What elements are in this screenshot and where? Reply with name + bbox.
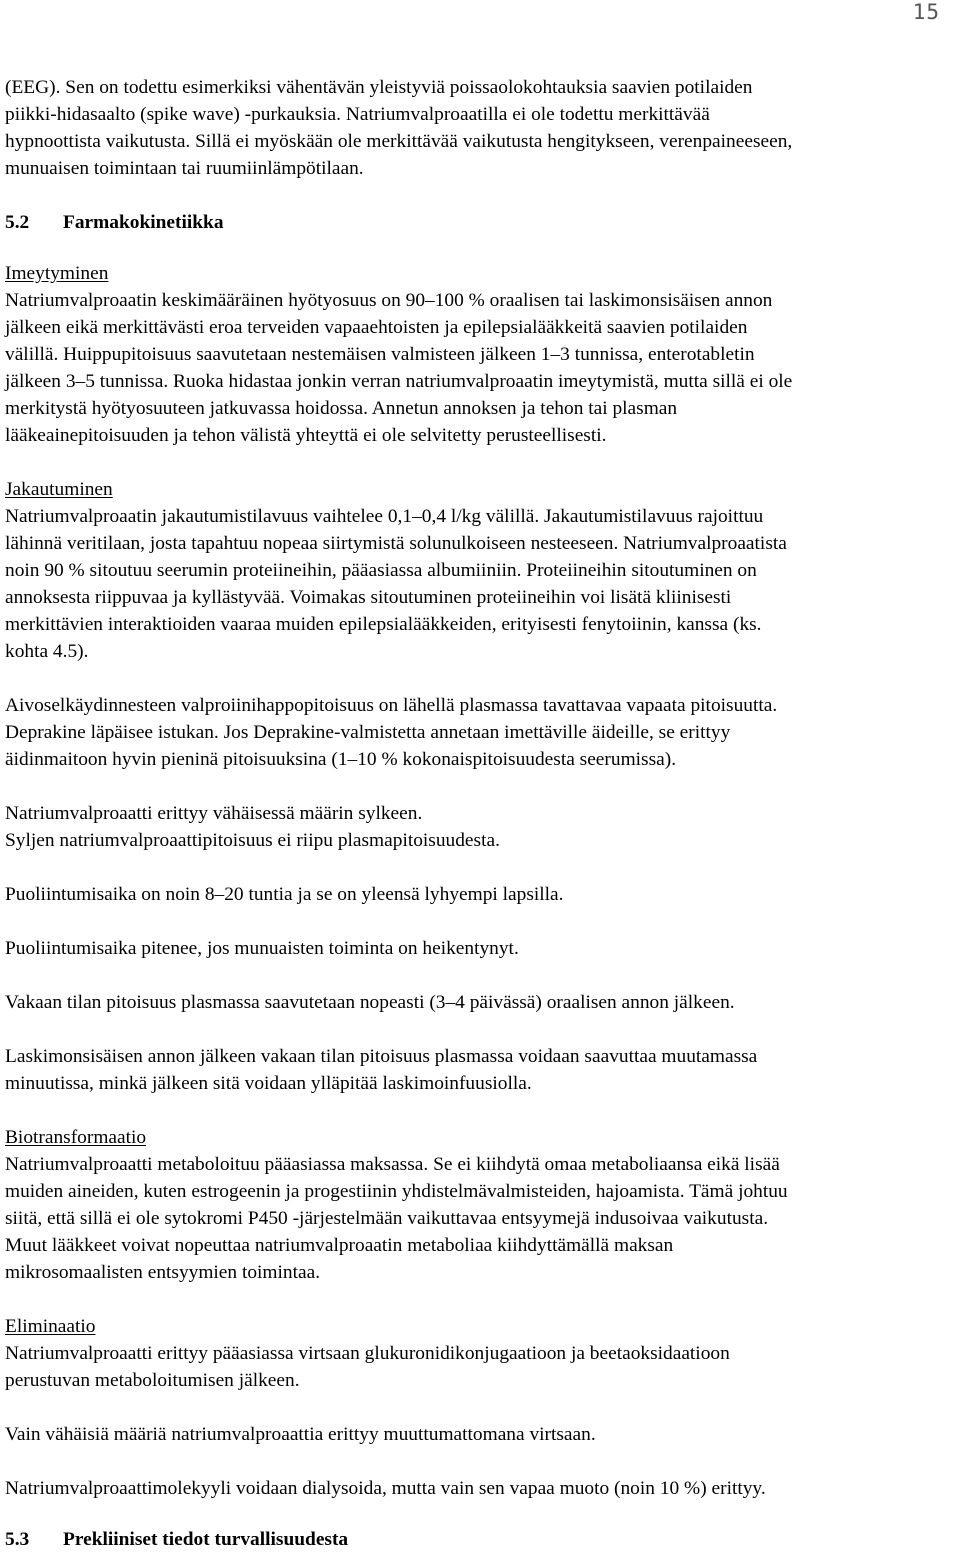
text-line: merkitystä hyötyosuuteen jatkuvassa hoidossa. Annetun annoksen ja tehon tai plasman <box>5 398 678 419</box>
text-line: Aivoselkäydinnesteen valproiinihappopitoisuus on lähellä plasmassa tavattavaa vapaata pitoisuutta. <box>5 695 778 716</box>
text-line: Natriumvalproaatti erittyy vähäisessä määrin sylkeen. <box>5 803 423 824</box>
text-line: mikrosomaalisten entsyymien toimintaa. <box>5 1262 321 1283</box>
subheading-imeytyminen: Imeytyminen <box>5 263 109 284</box>
section-title: Farmakokinetiikka <box>63 212 224 233</box>
intro-paragraph <box>5 74 935 182</box>
text-line: perustuvan metaboloitumisen jälkeen. <box>5 1370 300 1391</box>
subheading-jakautuminen: Jakautuminen <box>5 479 113 500</box>
text-line: jälkeen 3–5 tunnissa. Ruoka hidastaa jonkin verran natriumvalproaatin imeytymistä, mutta sillä ei ole <box>5 371 793 392</box>
text-line: muiden aineiden, kuten estrogeenin ja progestiinin yhdistelmävalmisteiden, hajoamista. Tämä johtuu <box>5 1181 788 1202</box>
paragraph <box>5 692 935 773</box>
text-line: Natriumvalproaatti metaboloituu pääasiassa maksassa. Se ei kiihdytä omaa metaboliaansa eikä lisää <box>5 1154 780 1175</box>
section-number: 5.2 <box>5 212 30 233</box>
section-heading-5-2 <box>5 209 935 236</box>
text-line: siitä, että sillä ei ole sytokromi P450 -järjestelmään vaikuttavaa entsyymejä indusoivaa vaikutusta. <box>5 1208 769 1229</box>
paragraph <box>5 800 935 854</box>
document-body <box>5 74 935 1553</box>
text-line: Natriumvalproaatin keskimääräinen hyötyosuus on 90–100 % oraalisen tai laskimonsisäisen annon <box>5 290 773 311</box>
text-line: Muut lääkkeet voivat nopeuttaa natriumvalproaatin metaboliaa kiihdyttämällä maksan <box>5 1235 674 1256</box>
page-number: 15 <box>912 0 940 24</box>
text-line: munuaisen toimintaan tai ruumiinlämpötilaan. <box>5 158 364 179</box>
section-number: 5.3 <box>5 1529 30 1550</box>
text-line: minuutissa, minkä jälkeen sitä voidaan ylläpitää laskimoinfuusiolla. <box>5 1073 532 1094</box>
paragraph: Natriumvalproaattimolekyyli voidaan dialysoida, mutta vain sen vapaa muoto (noin 10 %) erittyy. <box>5 1478 766 1499</box>
paragraph: Puoliintumisaika pitenee, jos munuaisten toiminta on heikentynyt. <box>5 938 519 959</box>
text-line: Syljen natriumvalproaattipitoisuus ei riipu plasmapitoisuudesta. <box>5 830 500 851</box>
paragraph <box>5 1043 935 1097</box>
text-line: (EEG). Sen on todettu esimerkiksi vähentävän yleistyviä poissaolokohtauksia saavien potilaiden <box>5 77 753 98</box>
text-line: Natriumvalproaatti erittyy pääasiassa virtsaan glukuronidikonjugaatioon ja beetaoksidaatioon <box>5 1343 730 1364</box>
text-line: lääkeainepitoisuuden ja tehon välistä yhteyttä ei ole selvitetty perusteellisesti. <box>5 425 607 446</box>
text-line: välillä. Huippupitoisuus saavutetaan nestemäisen valmisteen jälkeen 1–3 tunnissa, enterotabletin <box>5 344 755 365</box>
text-line: Natriumvalproaatin jakautumistilavuus vaihtelee 0,1–0,4 l/kg välillä. Jakautumistilavuus rajoittuu <box>5 506 764 527</box>
text-line: hypnoottista vaikutusta. Sillä ei myöskään ole merkittävää vaikutusta hengitykseen, verenpaineeseen, <box>5 131 793 152</box>
text-line: Laskimonsisäisen annon jälkeen vakaan tilan pitoisuus plasmassa voidaan saavuttaa muutamassa <box>5 1046 758 1067</box>
jakautuminen-section <box>5 476 935 665</box>
text-line: lähinnä veritilaan, josta tapahtuu nopeaa siirtymistä solunulkoiseen nesteeseen. Natriumvalproaatista <box>5 533 787 554</box>
eliminaatio-section <box>5 1313 935 1394</box>
imeytyminen-section <box>5 260 935 449</box>
text-line: Deprakine läpäisee istukan. Jos Deprakine-valmistetta annetaan imettäville äideille, se erittyy <box>5 722 731 743</box>
paragraph: Vakaan tilan pitoisuus plasmassa saavutetaan nopeasti (3–4 päivässä) oraalisen annon jälkeen. <box>5 992 735 1013</box>
text-line: annoksesta riippuvaa ja kyllästyvää. Voimakas sitoutuminen proteiineihin voi lisätä kliinisesti <box>5 587 732 608</box>
section-title: Prekliiniset tiedot turvallisuudesta <box>63 1529 349 1550</box>
text-line: jälkeen eikä merkittävästi eroa terveiden vapaaehtoisten ja epilepsialääkkeitä saavien potilaiden <box>5 317 748 338</box>
paragraph: Vain vähäisiä määriä natriumvalproaattia erittyy muuttumattomana virtsaan. <box>5 1424 596 1445</box>
subheading-biotransformaatio: Biotransformaatio <box>5 1127 147 1148</box>
text-line: äidinmaitoon hyvin pieninä pitoisuuksina (1–10 % kokonaispitoisuudesta seerumissa). <box>5 749 677 770</box>
section-heading-5-3 <box>5 1526 935 1553</box>
subheading-eliminaatio: Eliminaatio <box>5 1316 96 1337</box>
text-line: noin 90 % sitoutuu seerumin proteiineihin, pääasiassa albumiiniin. Proteiineihin sitoutuminen on <box>5 560 757 581</box>
biotransformaatio-section <box>5 1124 935 1286</box>
text-line: kohta 4.5). <box>5 641 89 662</box>
text-line: merkittävien interaktioiden vaaraa muiden epilepsialääkkeiden, erityisesti fenytoiinin, kanssa (ks. <box>5 614 762 635</box>
paragraph: Puoliintumisaika on noin 8–20 tuntia ja se on yleensä lyhyempi lapsilla. <box>5 884 564 905</box>
text-line: piikki-hidasaalto (spike wave) -purkauksia. Natriumvalproaatilla ei ole todettu merkittävää <box>5 104 710 125</box>
